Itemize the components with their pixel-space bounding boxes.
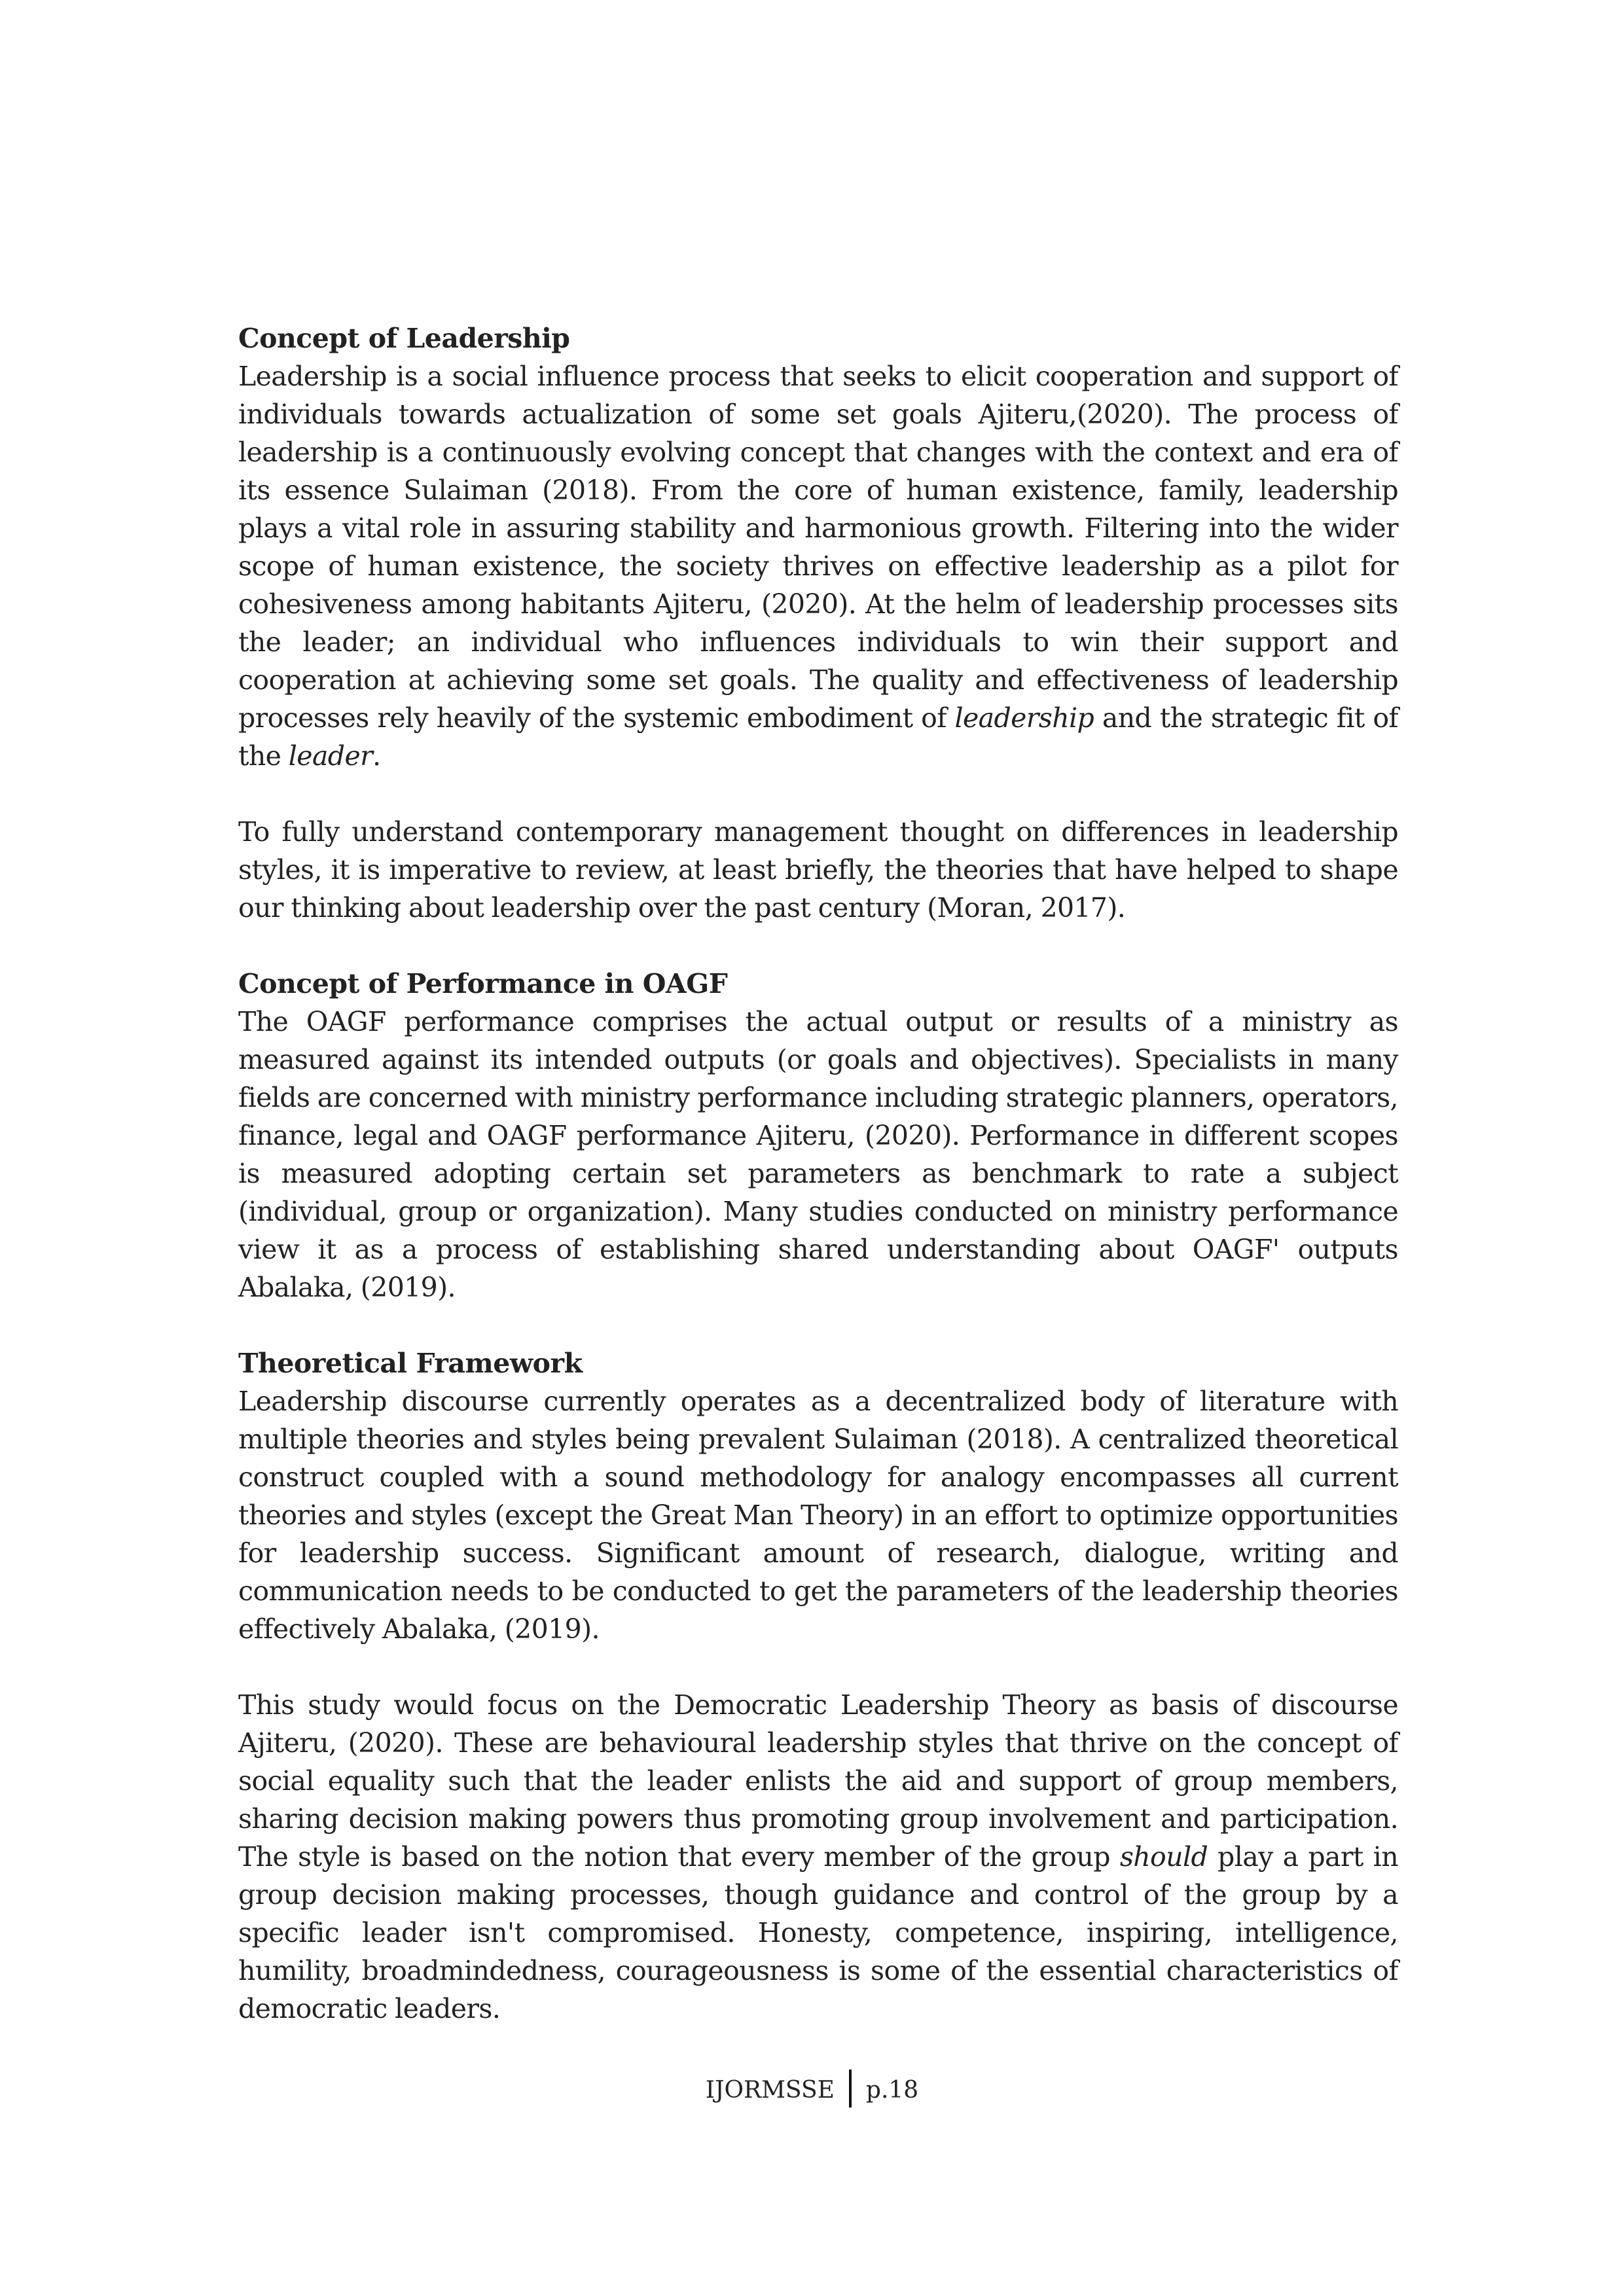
page-footer bbox=[0, 2072, 1624, 2109]
paragraph-text: and the strategic fit of the bbox=[238, 702, 1398, 772]
italic-term-leadership: leadership bbox=[954, 702, 1094, 734]
paragraph-performance: The OAGF performance comprises the actual output or results of a ministry as measured against its intended outputs (or goals and objectives). Specialists in many fields are concerned with ministry performance including strategic planners, operators, finance, legal and OAGF performance Ajiteru, (2020). Performance in different scopes is measured adopting certain set parameters as benchmark to rate a subject (individual, group or organization). Many studies conducted on ministry performance view it as a process of establishing shared understanding about OAGF' outputs Abalaka, (2019). bbox=[238, 1006, 1398, 1303]
paragraph-text: . bbox=[372, 740, 381, 772]
page-body bbox=[238, 319, 1398, 2028]
journal-name: IJORMSSE bbox=[705, 2077, 835, 2104]
paragraph-leadership-definition bbox=[238, 357, 1398, 775]
italic-term-leader: leader bbox=[288, 740, 373, 772]
paragraph-text: play a part in group decision making processes, though guidance and control of the group by a specific leader isn't compromised. Honesty, competence, inspiring, intelligence, humility, broadmindedness, courageousness is some of the essential characteristics of democratic leaders. bbox=[238, 1841, 1399, 2024]
paragraph-text: Leadership is a social influence process that seeks to elicit cooperation and support of individuals towards actualization of some set goals Ajiteru,(2020). The process of leadership is a continuously evolving concept that changes with the context and era of its essence Sulaiman (2018). From the core of human existence, family, leadership plays a vital role in assuring stability and harmonious growth. Filtering into the wider scope of human existence, the society thrives on effective leadership as a pilot for cohesiveness among habitants Ajiteru, (2020). At the helm of leadership processes sits the leader; an individual who influences individuals to win their support and cooperation at achieving some set goals. The quality and effectiveness of leadership processes rely heavily of the systemic embodiment of bbox=[238, 361, 1398, 734]
italic-term-should: should bbox=[1119, 1841, 1208, 1873]
section-heading-leadership: Concept of Leadership bbox=[238, 323, 570, 354]
section-heading-theoretical-framework: Theoretical Framework bbox=[238, 1348, 583, 1379]
page-number: p.18 bbox=[865, 2077, 919, 2104]
footer-divider bbox=[849, 2070, 852, 2108]
paragraph-leadership-theories: To fully understand contemporary management thought on differences in leadership styles, it is imperative to review, at least briefly, the theories that have helped to shape our thinking about leadership over the past century (Moran, 2017). bbox=[238, 816, 1398, 924]
paragraph-leadership-discourse: Leadership discourse currently operates as a decentralized body of literature with multiple theories and styles being prevalent Sulaiman (2018). A centralized theoretical construct coupled with a sound methodology for analogy encompasses all current theories and styles (except the Great Man Theory) in an effort to optimize opportunities for leadership success. Significant amount of research, dialogue, writing and communication needs to be conducted to get the parameters of the leadership theories effectively Abalaka, (2019). bbox=[238, 1386, 1398, 1645]
paragraph-democratic-leadership bbox=[238, 1686, 1398, 2028]
paragraph-text: This study would focus on the Democratic Leadership Theory as basis of discourse Ajiteru, (2020). These are behavioural leadership styles that thrive on the concept of social equality such that the leader enlists the aid and support of group members, sharing decision making powers thus promoting group involvement and participation. The style is based on the notion that every member of the group bbox=[238, 1689, 1398, 1873]
section-heading-performance: Concept of Performance in OAGF bbox=[238, 968, 728, 999]
